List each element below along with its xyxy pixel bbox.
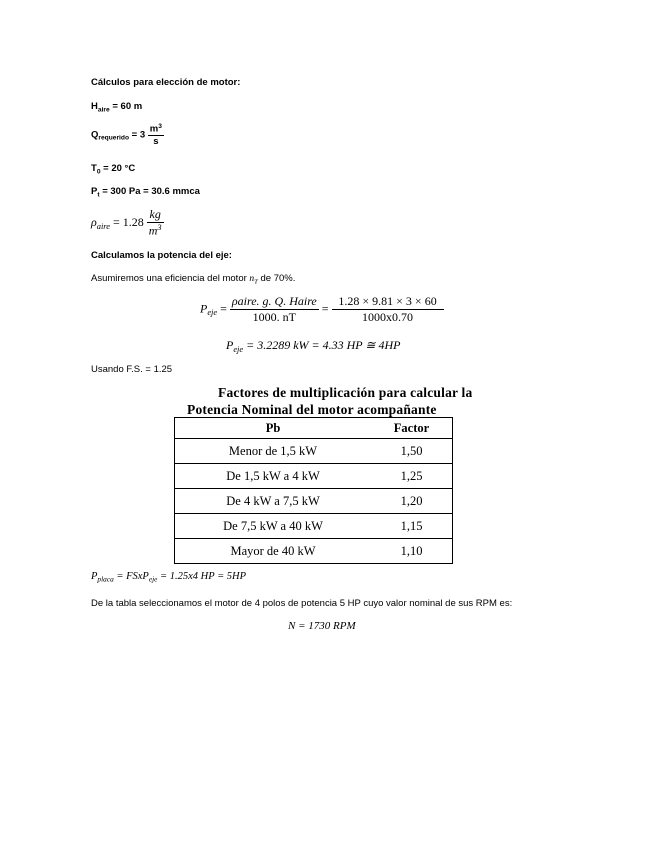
equation-h-aire: $H_{aire} = 60$ m <box>91 101 143 114</box>
equation-pressure: $P_t = 300$ Pa = 30.6 mmca <box>91 186 200 199</box>
table-row <box>175 489 453 514</box>
equation-shaft-power: $P_{eje}$ = $\frac{\text{ρaire. g. Q. Haire}}{1000. nT}$ = $\frac{1.28 \times 9.81 \times 3 \times 60}{1000x0.70}$ <box>200 294 444 325</box>
table-cell-pb: Menor de 1,5 kW <box>175 439 372 464</box>
table-row <box>175 439 453 464</box>
table-cell-factor: 1,25 <box>371 464 453 489</box>
table-title-line-1: Factores de multiplicación para calcular la <box>218 385 473 400</box>
equation-temperature: $T_0 = 20$ °C <box>91 163 136 176</box>
equation-nameplate-power: $P_{placa}$ = FSxP$_{eje}$ = 1.25x4 HP = 5HP <box>91 571 247 584</box>
motor-selection-text: De la tabla seleccionamos el motor de 4 polos de potencia 5 HP cuyo valor nominal de sus RPM es: <box>91 598 513 609</box>
table-cell-pb: De 1,5 kW a 4 kW <box>175 464 372 489</box>
equation-q-requerido: $Q_{requerido} = 3$ $\frac{m^3}{s}$ <box>91 123 162 147</box>
equation-density: $\rho_{aire} = 1.28$ $\frac{kg}{m^3}$ <box>91 207 162 238</box>
table-cell-factor: 1,10 <box>371 539 453 564</box>
heading-shaft-power: Calculamos la potencia del eje: <box>91 250 232 261</box>
equation-shaft-power-result: $P_{eje} = 3.2289$ kW = 4.33 HP ≅ 4HP <box>226 338 401 354</box>
table-row <box>175 464 453 489</box>
efficiency-assumption-text: Asumiremos una eficiencia del motor $n_T$ de 70%. <box>91 273 296 286</box>
table-title-line-2: Potencia Nominal del motor acompañante <box>187 402 437 417</box>
table-cell-factor: 1,15 <box>371 514 453 539</box>
table-row <box>175 514 453 539</box>
table-header-row <box>175 418 453 439</box>
table-row <box>175 539 453 564</box>
table-cell-pb: De 7,5 kW a 40 kW <box>175 514 372 539</box>
table-cell-factor: 1,50 <box>371 439 453 464</box>
multiplication-factors-table <box>174 417 453 564</box>
heading-calculations: Cálculos para elección de motor: <box>91 77 241 88</box>
service-factor-text: Usando F.S. = 1.25 <box>91 364 173 375</box>
table-cell-factor: 1,20 <box>371 489 453 514</box>
table-cell-pb: Mayor de 40 kW <box>175 539 372 564</box>
table-header-factor: Factor <box>371 418 453 439</box>
table-header-pb: Pb <box>175 418 372 439</box>
equation-rpm: N = 1730 RPM <box>288 620 356 632</box>
table-cell-pb: De 4 kW a 7,5 kW <box>175 489 372 514</box>
